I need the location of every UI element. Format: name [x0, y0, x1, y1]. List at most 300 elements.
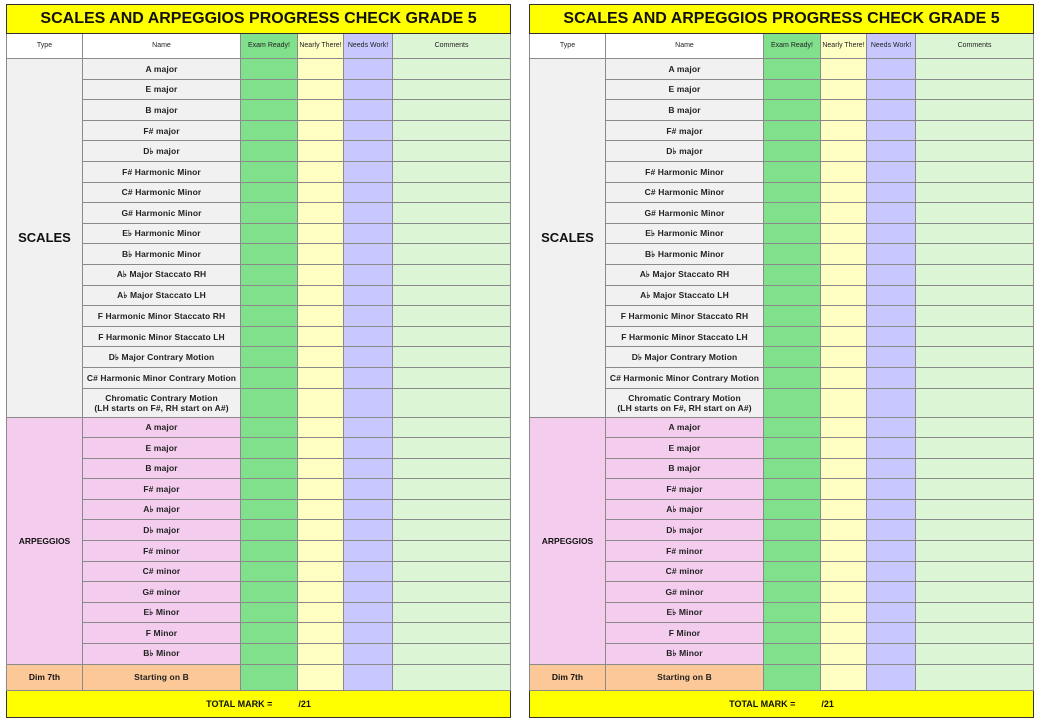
- exam-ready-cell[interactable]: [241, 367, 298, 388]
- needs-work-cell[interactable]: [344, 644, 393, 665]
- table-row: [530, 367, 1034, 388]
- exam-ready-cell[interactable]: [764, 582, 821, 603]
- needs-work-cell[interactable]: [867, 182, 916, 203]
- nearly-there-cell[interactable]: [298, 244, 344, 265]
- needs-work-cell[interactable]: [867, 479, 916, 500]
- needs-work-cell[interactable]: [867, 520, 916, 541]
- nearly-there-cell[interactable]: [821, 285, 867, 306]
- nearly-there-cell[interactable]: [821, 100, 867, 121]
- needs-work-cell[interactable]: [344, 141, 393, 162]
- comments-cell[interactable]: [916, 582, 1034, 603]
- needs-work-cell[interactable]: [867, 602, 916, 623]
- exam-ready-cell[interactable]: [241, 264, 298, 285]
- needs-work-cell[interactable]: [867, 326, 916, 347]
- exam-ready-cell[interactable]: [764, 264, 821, 285]
- comments-cell[interactable]: [393, 541, 511, 562]
- exam-ready-cell[interactable]: [241, 59, 298, 80]
- exam-ready-cell[interactable]: [241, 458, 298, 479]
- comments-cell[interactable]: [393, 59, 511, 80]
- nearly-there-cell[interactable]: [821, 388, 867, 417]
- exam-ready-cell[interactable]: [764, 479, 821, 500]
- nearly-there-cell[interactable]: [821, 499, 867, 520]
- comments-cell[interactable]: [916, 182, 1034, 203]
- nearly-there-cell[interactable]: [298, 306, 344, 327]
- needs-work-cell[interactable]: [867, 285, 916, 306]
- section-label-scales: SCALES: [7, 59, 83, 418]
- needs-work-cell[interactable]: [344, 664, 393, 690]
- comments-cell[interactable]: [916, 664, 1034, 690]
- exam-ready-cell[interactable]: [241, 79, 298, 100]
- needs-work-cell[interactable]: [867, 223, 916, 244]
- nearly-there-cell[interactable]: [298, 561, 344, 582]
- needs-work-cell[interactable]: [867, 120, 916, 141]
- section-label-dim7: Dim 7th: [7, 664, 83, 690]
- sheet-title: SCALES AND ARPEGGIOS PROGRESS CHECK GRADE 5: [7, 5, 511, 34]
- exam-ready-cell[interactable]: [241, 203, 298, 224]
- nearly-there-cell[interactable]: [821, 223, 867, 244]
- comments-cell[interactable]: [916, 541, 1034, 562]
- comments-cell[interactable]: [916, 161, 1034, 182]
- needs-work-cell[interactable]: [867, 582, 916, 603]
- nearly-there-cell[interactable]: [821, 541, 867, 562]
- needs-work-cell[interactable]: [344, 161, 393, 182]
- comments-cell[interactable]: [393, 602, 511, 623]
- nearly-there-cell[interactable]: [298, 59, 344, 80]
- exam-ready-cell[interactable]: [764, 79, 821, 100]
- nearly-there-cell[interactable]: [821, 664, 867, 690]
- exam-ready-cell[interactable]: [241, 561, 298, 582]
- nearly-there-cell[interactable]: [821, 264, 867, 285]
- table-row: [530, 499, 1034, 520]
- comments-cell[interactable]: [916, 59, 1034, 80]
- table-row: [530, 582, 1034, 603]
- table-row: [7, 644, 511, 665]
- arpeggio-name: E♭ Minor: [83, 602, 241, 623]
- comments-cell[interactable]: [393, 623, 511, 644]
- comments-cell[interactable]: [393, 285, 511, 306]
- nearly-there-cell[interactable]: [821, 561, 867, 582]
- exam-ready-cell[interactable]: [764, 59, 821, 80]
- table-row: [7, 582, 511, 603]
- comments-cell[interactable]: [916, 644, 1034, 665]
- arpeggio-name: C# minor: [606, 561, 764, 582]
- dim7-name: Starting on B: [606, 664, 764, 690]
- nearly-there-cell[interactable]: [821, 367, 867, 388]
- comments-cell[interactable]: [916, 141, 1034, 162]
- table-row: [530, 141, 1034, 162]
- exam-ready-cell[interactable]: [241, 499, 298, 520]
- exam-ready-cell[interactable]: [764, 499, 821, 520]
- table-row: [7, 285, 511, 306]
- needs-work-cell[interactable]: [867, 644, 916, 665]
- comments-cell[interactable]: [393, 100, 511, 121]
- nearly-there-cell[interactable]: [821, 520, 867, 541]
- comments-cell[interactable]: [916, 264, 1034, 285]
- nearly-there-cell[interactable]: [298, 417, 344, 438]
- comments-cell[interactable]: [916, 499, 1034, 520]
- exam-ready-cell[interactable]: [764, 644, 821, 665]
- exam-ready-cell[interactable]: [764, 438, 821, 459]
- nearly-there-cell[interactable]: [298, 182, 344, 203]
- table-row: [7, 499, 511, 520]
- scale-name: E major: [606, 79, 764, 100]
- table-row: [7, 306, 511, 327]
- arpeggio-name: E♭ Minor: [606, 602, 764, 623]
- nearly-there-cell[interactable]: [298, 326, 344, 347]
- comments-cell[interactable]: [393, 306, 511, 327]
- nearly-there-cell[interactable]: [298, 520, 344, 541]
- comments-cell[interactable]: [916, 203, 1034, 224]
- comments-cell[interactable]: [393, 458, 511, 479]
- comments-cell[interactable]: [916, 223, 1034, 244]
- exam-ready-cell[interactable]: [241, 223, 298, 244]
- nearly-there-cell[interactable]: [821, 203, 867, 224]
- needs-work-cell[interactable]: [867, 664, 916, 690]
- nearly-there-cell[interactable]: [821, 141, 867, 162]
- needs-work-cell[interactable]: [867, 458, 916, 479]
- header-comments: Comments: [393, 34, 511, 59]
- nearly-there-cell[interactable]: [821, 623, 867, 644]
- needs-work-cell[interactable]: [344, 347, 393, 368]
- exam-ready-cell[interactable]: [241, 644, 298, 665]
- header-comments: Comments: [916, 34, 1034, 59]
- table-row: [530, 79, 1034, 100]
- nearly-there-cell[interactable]: [298, 367, 344, 388]
- comments-cell[interactable]: [393, 223, 511, 244]
- exam-ready-cell[interactable]: [241, 520, 298, 541]
- needs-work-cell[interactable]: [867, 561, 916, 582]
- exam-ready-cell[interactable]: [764, 388, 821, 417]
- nearly-there-cell[interactable]: [298, 458, 344, 479]
- arpeggio-name: C# minor: [83, 561, 241, 582]
- table-row: [7, 623, 511, 644]
- needs-work-cell[interactable]: [867, 59, 916, 80]
- comments-cell[interactable]: [393, 367, 511, 388]
- needs-work-cell[interactable]: [344, 499, 393, 520]
- total-mark-value: /21: [821, 698, 834, 709]
- nearly-there-cell[interactable]: [821, 306, 867, 327]
- exam-ready-cell[interactable]: [241, 285, 298, 306]
- nearly-there-cell[interactable]: [298, 264, 344, 285]
- nearly-there-cell[interactable]: [821, 479, 867, 500]
- exam-ready-cell[interactable]: [764, 306, 821, 327]
- nearly-there-cell[interactable]: [821, 244, 867, 265]
- comments-cell[interactable]: [393, 264, 511, 285]
- needs-work-cell[interactable]: [867, 306, 916, 327]
- exam-ready-cell[interactable]: [764, 182, 821, 203]
- comments-cell[interactable]: [393, 644, 511, 665]
- nearly-there-cell[interactable]: [821, 438, 867, 459]
- comments-cell[interactable]: [393, 141, 511, 162]
- needs-work-cell[interactable]: [344, 100, 393, 121]
- exam-ready-cell[interactable]: [764, 285, 821, 306]
- table-row: [7, 203, 511, 224]
- nearly-there-cell[interactable]: [298, 479, 344, 500]
- needs-work-cell[interactable]: [344, 79, 393, 100]
- comments-cell[interactable]: [393, 664, 511, 690]
- progress-table: [6, 4, 511, 718]
- nearly-there-cell[interactable]: [298, 499, 344, 520]
- table-row: [530, 602, 1034, 623]
- needs-work-cell[interactable]: [344, 582, 393, 603]
- table-row: [530, 100, 1034, 121]
- nearly-there-cell[interactable]: [298, 161, 344, 182]
- needs-work-cell[interactable]: [867, 367, 916, 388]
- exam-ready-cell[interactable]: [241, 141, 298, 162]
- table-row: [530, 623, 1034, 644]
- arpeggio-name: A major: [606, 417, 764, 438]
- needs-work-cell[interactable]: [344, 244, 393, 265]
- needs-work-cell[interactable]: [344, 223, 393, 244]
- nearly-there-cell[interactable]: [821, 161, 867, 182]
- nearly-there-cell[interactable]: [821, 59, 867, 80]
- needs-work-cell[interactable]: [867, 417, 916, 438]
- comments-cell[interactable]: [916, 561, 1034, 582]
- nearly-there-cell[interactable]: [298, 347, 344, 368]
- comments-cell[interactable]: [393, 479, 511, 500]
- table-row: [7, 602, 511, 623]
- exam-ready-cell[interactable]: [764, 417, 821, 438]
- comments-cell[interactable]: [916, 244, 1034, 265]
- needs-work-cell[interactable]: [867, 141, 916, 162]
- needs-work-cell[interactable]: [344, 120, 393, 141]
- comments-cell[interactable]: [393, 326, 511, 347]
- nearly-there-cell[interactable]: [821, 417, 867, 438]
- needs-work-cell[interactable]: [344, 561, 393, 582]
- nearly-there-cell[interactable]: [821, 120, 867, 141]
- comments-cell[interactable]: [393, 182, 511, 203]
- needs-work-cell[interactable]: [867, 541, 916, 562]
- total-row: [530, 690, 1034, 717]
- needs-work-cell[interactable]: [344, 59, 393, 80]
- nearly-there-cell[interactable]: [298, 438, 344, 459]
- header-type: Type: [7, 34, 83, 59]
- needs-work-cell[interactable]: [344, 367, 393, 388]
- needs-work-cell[interactable]: [344, 541, 393, 562]
- exam-ready-cell[interactable]: [241, 602, 298, 623]
- table-row: [530, 203, 1034, 224]
- header-needs-work: Needs Work!: [867, 34, 916, 59]
- table-row: [530, 388, 1034, 417]
- exam-ready-cell[interactable]: [241, 120, 298, 141]
- nearly-there-cell[interactable]: [821, 182, 867, 203]
- nearly-there-cell[interactable]: [298, 141, 344, 162]
- exam-ready-cell[interactable]: [241, 161, 298, 182]
- exam-ready-cell[interactable]: [764, 141, 821, 162]
- exam-ready-cell[interactable]: [764, 161, 821, 182]
- table-row: [530, 347, 1034, 368]
- nearly-there-cell[interactable]: [821, 458, 867, 479]
- total-row: [7, 690, 511, 717]
- scale-name: A♭ Major Staccato RH: [83, 264, 241, 285]
- comments-cell[interactable]: [393, 561, 511, 582]
- comments-cell[interactable]: [916, 100, 1034, 121]
- needs-work-cell[interactable]: [867, 499, 916, 520]
- needs-work-cell[interactable]: [867, 347, 916, 368]
- needs-work-cell[interactable]: [344, 306, 393, 327]
- scale-name: [83, 388, 241, 417]
- nearly-there-cell[interactable]: [298, 644, 344, 665]
- exam-ready-cell[interactable]: [764, 244, 821, 265]
- exam-ready-cell[interactable]: [764, 561, 821, 582]
- total-mark: [530, 690, 1034, 717]
- needs-work-cell[interactable]: [344, 285, 393, 306]
- needs-work-cell[interactable]: [867, 100, 916, 121]
- exam-ready-cell[interactable]: [241, 664, 298, 690]
- exam-ready-cell[interactable]: [241, 326, 298, 347]
- arpeggio-name: A♭ major: [606, 499, 764, 520]
- comments-cell[interactable]: [916, 306, 1034, 327]
- nearly-there-cell[interactable]: [298, 541, 344, 562]
- section-label-scales: SCALES: [530, 59, 606, 418]
- nearly-there-cell[interactable]: [298, 388, 344, 417]
- exam-ready-cell[interactable]: [241, 244, 298, 265]
- needs-work-cell[interactable]: [867, 244, 916, 265]
- needs-work-cell[interactable]: [344, 479, 393, 500]
- needs-work-cell[interactable]: [867, 203, 916, 224]
- table-row: [7, 417, 511, 438]
- exam-ready-cell[interactable]: [764, 326, 821, 347]
- needs-work-cell[interactable]: [344, 602, 393, 623]
- comments-cell[interactable]: [916, 520, 1034, 541]
- comments-cell[interactable]: [393, 417, 511, 438]
- needs-work-cell[interactable]: [344, 520, 393, 541]
- comments-cell[interactable]: [916, 326, 1034, 347]
- comments-cell[interactable]: [393, 203, 511, 224]
- exam-ready-cell[interactable]: [241, 182, 298, 203]
- comments-cell[interactable]: [916, 623, 1034, 644]
- comments-cell[interactable]: [393, 388, 511, 417]
- table-row: [530, 223, 1034, 244]
- nearly-there-cell[interactable]: [298, 285, 344, 306]
- comments-cell[interactable]: [916, 458, 1034, 479]
- needs-work-cell[interactable]: [867, 438, 916, 459]
- dim7-name: Starting on B: [83, 664, 241, 690]
- needs-work-cell[interactable]: [344, 623, 393, 644]
- exam-ready-cell[interactable]: [764, 203, 821, 224]
- arpeggio-name: F# major: [606, 479, 764, 500]
- table-row: [7, 520, 511, 541]
- needs-work-cell[interactable]: [867, 388, 916, 417]
- scale-name: G# Harmonic Minor: [83, 203, 241, 224]
- arpeggio-name: G# minor: [606, 582, 764, 603]
- nearly-there-cell[interactable]: [298, 100, 344, 121]
- exam-ready-cell[interactable]: [764, 602, 821, 623]
- exam-ready-cell[interactable]: [241, 100, 298, 121]
- comments-cell[interactable]: [393, 161, 511, 182]
- comments-cell[interactable]: [916, 347, 1034, 368]
- exam-ready-cell[interactable]: [764, 367, 821, 388]
- progress-table: [529, 4, 1034, 718]
- exam-ready-cell[interactable]: [764, 623, 821, 644]
- comments-cell[interactable]: [916, 120, 1034, 141]
- exam-ready-cell[interactable]: [764, 100, 821, 121]
- nearly-there-cell[interactable]: [821, 582, 867, 603]
- exam-ready-cell[interactable]: [241, 541, 298, 562]
- nearly-there-cell[interactable]: [298, 623, 344, 644]
- needs-work-cell[interactable]: [344, 458, 393, 479]
- table-row: [7, 182, 511, 203]
- nearly-there-cell[interactable]: [298, 120, 344, 141]
- exam-ready-cell[interactable]: [764, 541, 821, 562]
- exam-ready-cell[interactable]: [764, 664, 821, 690]
- header-name: Name: [606, 34, 764, 59]
- exam-ready-cell[interactable]: [241, 417, 298, 438]
- nearly-there-cell[interactable]: [298, 582, 344, 603]
- comments-cell[interactable]: [916, 479, 1034, 500]
- comments-cell[interactable]: [393, 347, 511, 368]
- exam-ready-cell[interactable]: [241, 479, 298, 500]
- comments-cell[interactable]: [916, 388, 1034, 417]
- exam-ready-cell[interactable]: [241, 582, 298, 603]
- nearly-there-cell[interactable]: [821, 79, 867, 100]
- comments-cell[interactable]: [916, 79, 1034, 100]
- exam-ready-cell[interactable]: [241, 388, 298, 417]
- exam-ready-cell[interactable]: [241, 438, 298, 459]
- arpeggio-name: E major: [606, 438, 764, 459]
- needs-work-cell[interactable]: [344, 417, 393, 438]
- exam-ready-cell[interactable]: [764, 347, 821, 368]
- needs-work-cell[interactable]: [867, 264, 916, 285]
- nearly-there-cell[interactable]: [821, 644, 867, 665]
- exam-ready-cell[interactable]: [764, 223, 821, 244]
- needs-work-cell[interactable]: [867, 79, 916, 100]
- scale-name: D♭ Major Contrary Motion: [606, 347, 764, 368]
- comments-cell[interactable]: [393, 79, 511, 100]
- scale-name: E major: [83, 79, 241, 100]
- needs-work-cell[interactable]: [344, 438, 393, 459]
- nearly-there-cell[interactable]: [821, 326, 867, 347]
- needs-work-cell[interactable]: [344, 264, 393, 285]
- comments-cell[interactable]: [393, 582, 511, 603]
- needs-work-cell[interactable]: [344, 182, 393, 203]
- nearly-there-cell[interactable]: [298, 664, 344, 690]
- exam-ready-cell[interactable]: [764, 520, 821, 541]
- needs-work-cell[interactable]: [344, 203, 393, 224]
- comments-cell[interactable]: [393, 520, 511, 541]
- comments-cell[interactable]: [393, 120, 511, 141]
- table-row: [530, 664, 1034, 690]
- nearly-there-cell[interactable]: [298, 79, 344, 100]
- arpeggio-name: A major: [83, 417, 241, 438]
- needs-work-cell[interactable]: [867, 623, 916, 644]
- comments-cell[interactable]: [393, 438, 511, 459]
- section-label-arpeggios: ARPEGGIOS: [7, 417, 83, 664]
- comments-cell[interactable]: [393, 499, 511, 520]
- needs-work-cell[interactable]: [344, 326, 393, 347]
- exam-ready-cell[interactable]: [241, 306, 298, 327]
- nearly-there-cell[interactable]: [298, 602, 344, 623]
- exam-ready-cell[interactable]: [764, 458, 821, 479]
- nearly-there-cell[interactable]: [298, 223, 344, 244]
- comments-cell[interactable]: [916, 285, 1034, 306]
- nearly-there-cell[interactable]: [298, 203, 344, 224]
- scale-name: F Harmonic Minor Staccato RH: [606, 306, 764, 327]
- nearly-there-cell[interactable]: [821, 602, 867, 623]
- nearly-there-cell[interactable]: [821, 347, 867, 368]
- needs-work-cell[interactable]: [867, 161, 916, 182]
- comments-cell[interactable]: [916, 417, 1034, 438]
- comments-cell[interactable]: [393, 244, 511, 265]
- comments-cell[interactable]: [916, 438, 1034, 459]
- table-row: [530, 479, 1034, 500]
- exam-ready-cell[interactable]: [241, 623, 298, 644]
- comments-cell[interactable]: [916, 602, 1034, 623]
- exam-ready-cell[interactable]: [764, 120, 821, 141]
- exam-ready-cell[interactable]: [241, 347, 298, 368]
- needs-work-cell[interactable]: [344, 388, 393, 417]
- comments-cell[interactable]: [916, 367, 1034, 388]
